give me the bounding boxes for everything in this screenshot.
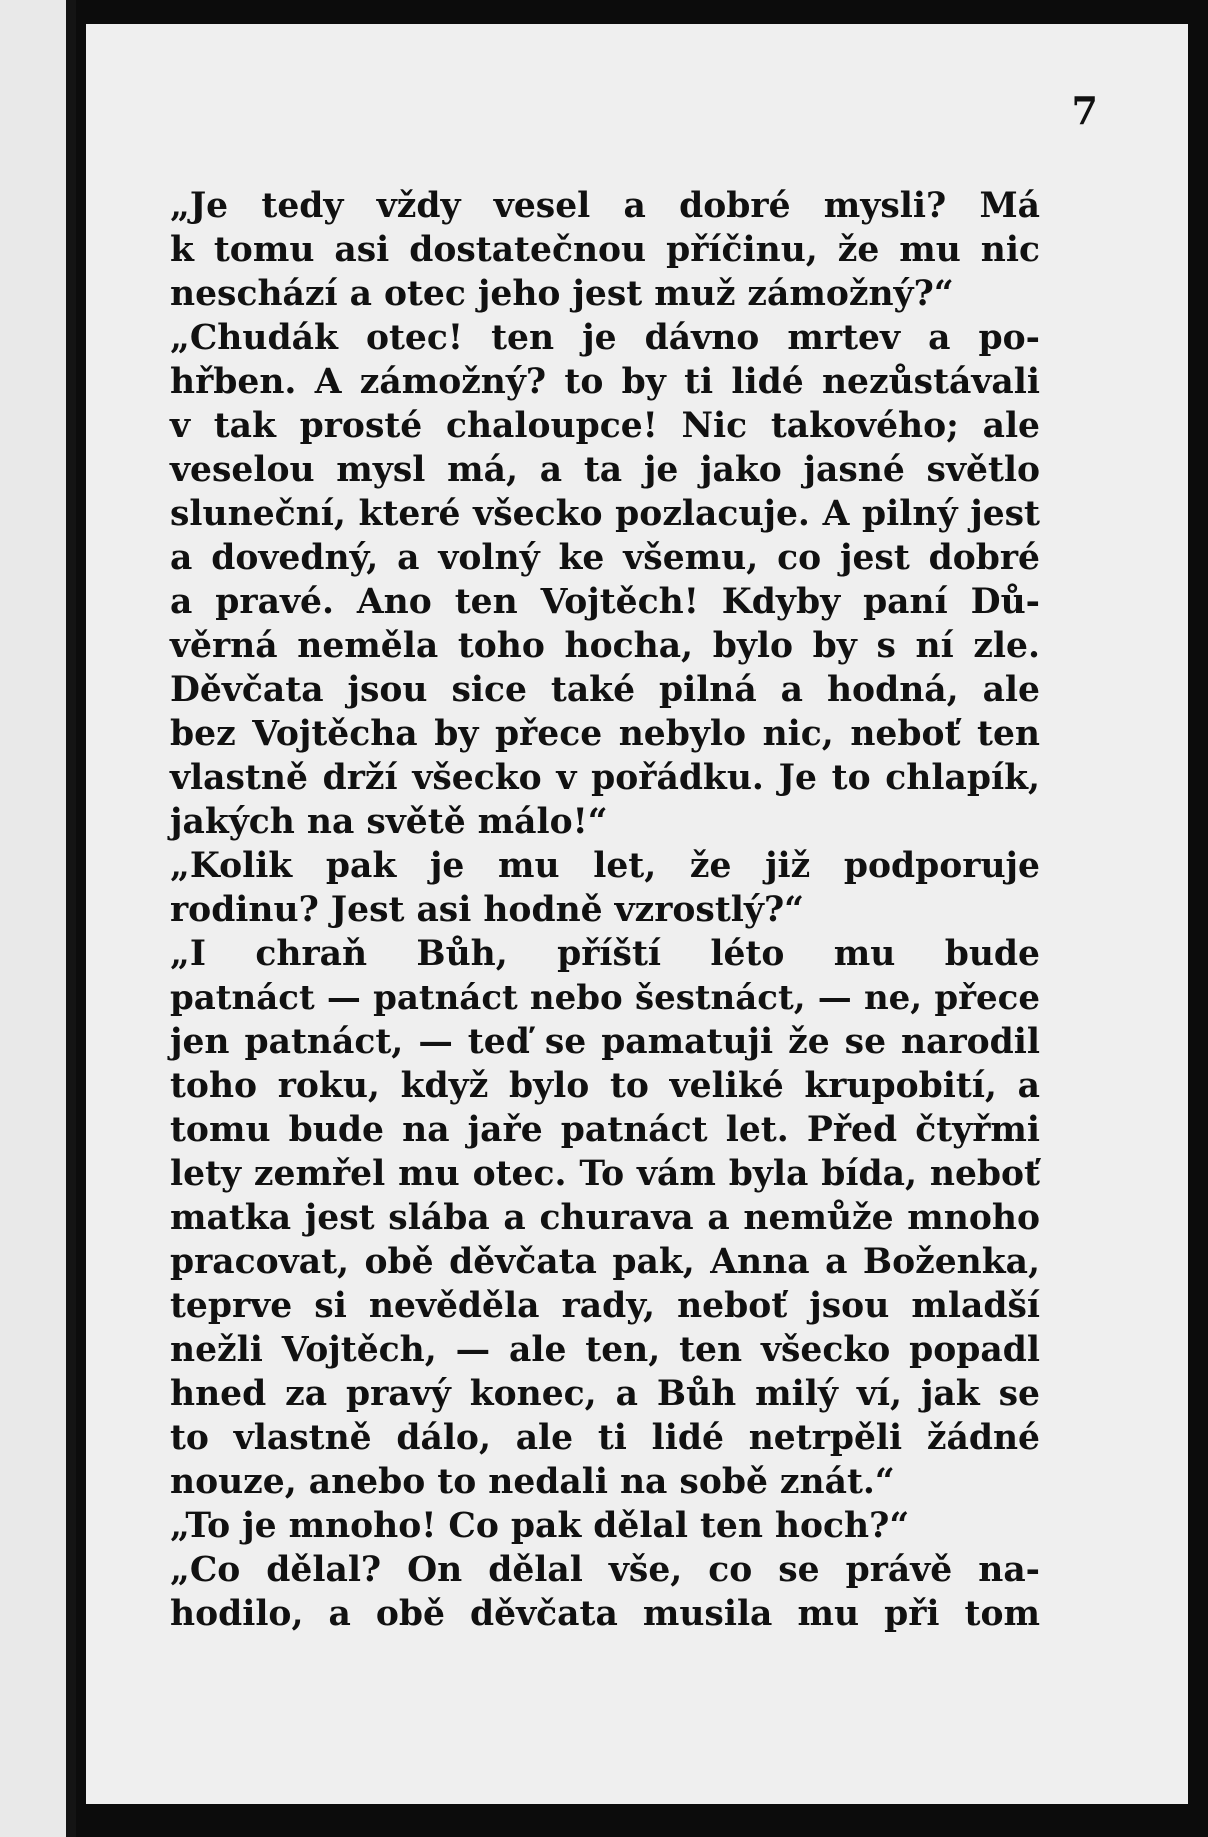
text-line: tomu bude na jaře patnáct let. Před čtyřmi (170, 1110, 1040, 1150)
text-line: „Co dělal? On dělal vše, co se právě na- (170, 1550, 1040, 1590)
text-line: to vlastně dálo, ale ti lidé netrpěli žádné (170, 1418, 1040, 1458)
book-spine-edge (0, 0, 76, 1837)
text-line: nouze, anebo to nedali na sobě znát.“ (170, 1462, 895, 1502)
text-line: nežli Vojtěch, — ale ten, ten všecko popadl (170, 1330, 1040, 1370)
page-number: 7 (1071, 88, 1098, 133)
text-line: k tomu asi dostatečnou příčinu, že mu nic (170, 230, 1040, 270)
text-line: veselou mysl má, a ta je jako jasné světlo (170, 450, 1040, 490)
book-page (86, 24, 1188, 1804)
text-line: a pravé. Ano ten Vojtěch! Kdyby paní Dů- (170, 582, 1040, 622)
text-line: rodinu? Jest asi hodně vzrostlý?“ (170, 890, 805, 930)
text-line: vlastně drží všecko v pořádku. Je to chlapík, (170, 758, 1040, 798)
text-line: „I chraň Bůh, příští léto mu bude (170, 934, 1040, 974)
text-line: „Chudák otec! ten je dávno mrtev a po- (170, 318, 1040, 358)
text-line: lety zemřel mu otec. To vám byla bída, neboť (170, 1154, 1040, 1194)
text-line: pracovat, obě děvčata pak, Anna a Boženka, (170, 1242, 1040, 1282)
text-line: jakých na světě málo!“ (170, 802, 608, 842)
text-line: hřben. A zámožný? to by ti lidé nezůstávali (170, 362, 1040, 402)
text-line: bez Vojtěcha by přece nebylo nic, neboť ten (170, 714, 1040, 754)
text-line: Děvčata jsou sice také pilná a hodná, ale (170, 670, 1040, 710)
text-line: sluneční, které všecko pozlacuje. A pilný jest (170, 494, 1040, 534)
text-line: teprve si nevěděla rady, neboť jsou mladší (170, 1286, 1040, 1326)
text-line: hodilo, a obě děvčata musila mu při tom (170, 1594, 1040, 1634)
text-line: patnáct — patnáct nebo šestnáct, — ne, přece (170, 978, 1040, 1018)
text-line: hned za pravý konec, a Bůh milý ví, jak se (170, 1374, 1040, 1414)
text-line: matka jest slába a churava a nemůže mnoho (170, 1198, 1040, 1238)
text-line: neschází a otec jeho jest muž zámožný?“ (170, 274, 954, 314)
text-line: „Je tedy vždy vesel a dobré mysli? Má (170, 186, 1040, 226)
body-text (170, 184, 1040, 1636)
text-line: a dovedný, a volný ke všemu, co jest dobré (170, 538, 1040, 578)
text-line: jen patnáct, — teď se pamatuji že se narodil (170, 1022, 1040, 1062)
text-line: toho roku, když bylo to veliké krupobití, a (170, 1066, 1040, 1106)
text-line: v tak prosté chaloupce! Nic takového; ale (170, 406, 1040, 446)
text-line: „To je mnoho! Co pak dělal ten hoch?“ (170, 1506, 910, 1546)
text-line: „Kolik pak je mu let, že již podporuje (170, 846, 1040, 886)
text-line: věrná neměla toho hocha, bylo by s ní zle. (170, 626, 1040, 666)
